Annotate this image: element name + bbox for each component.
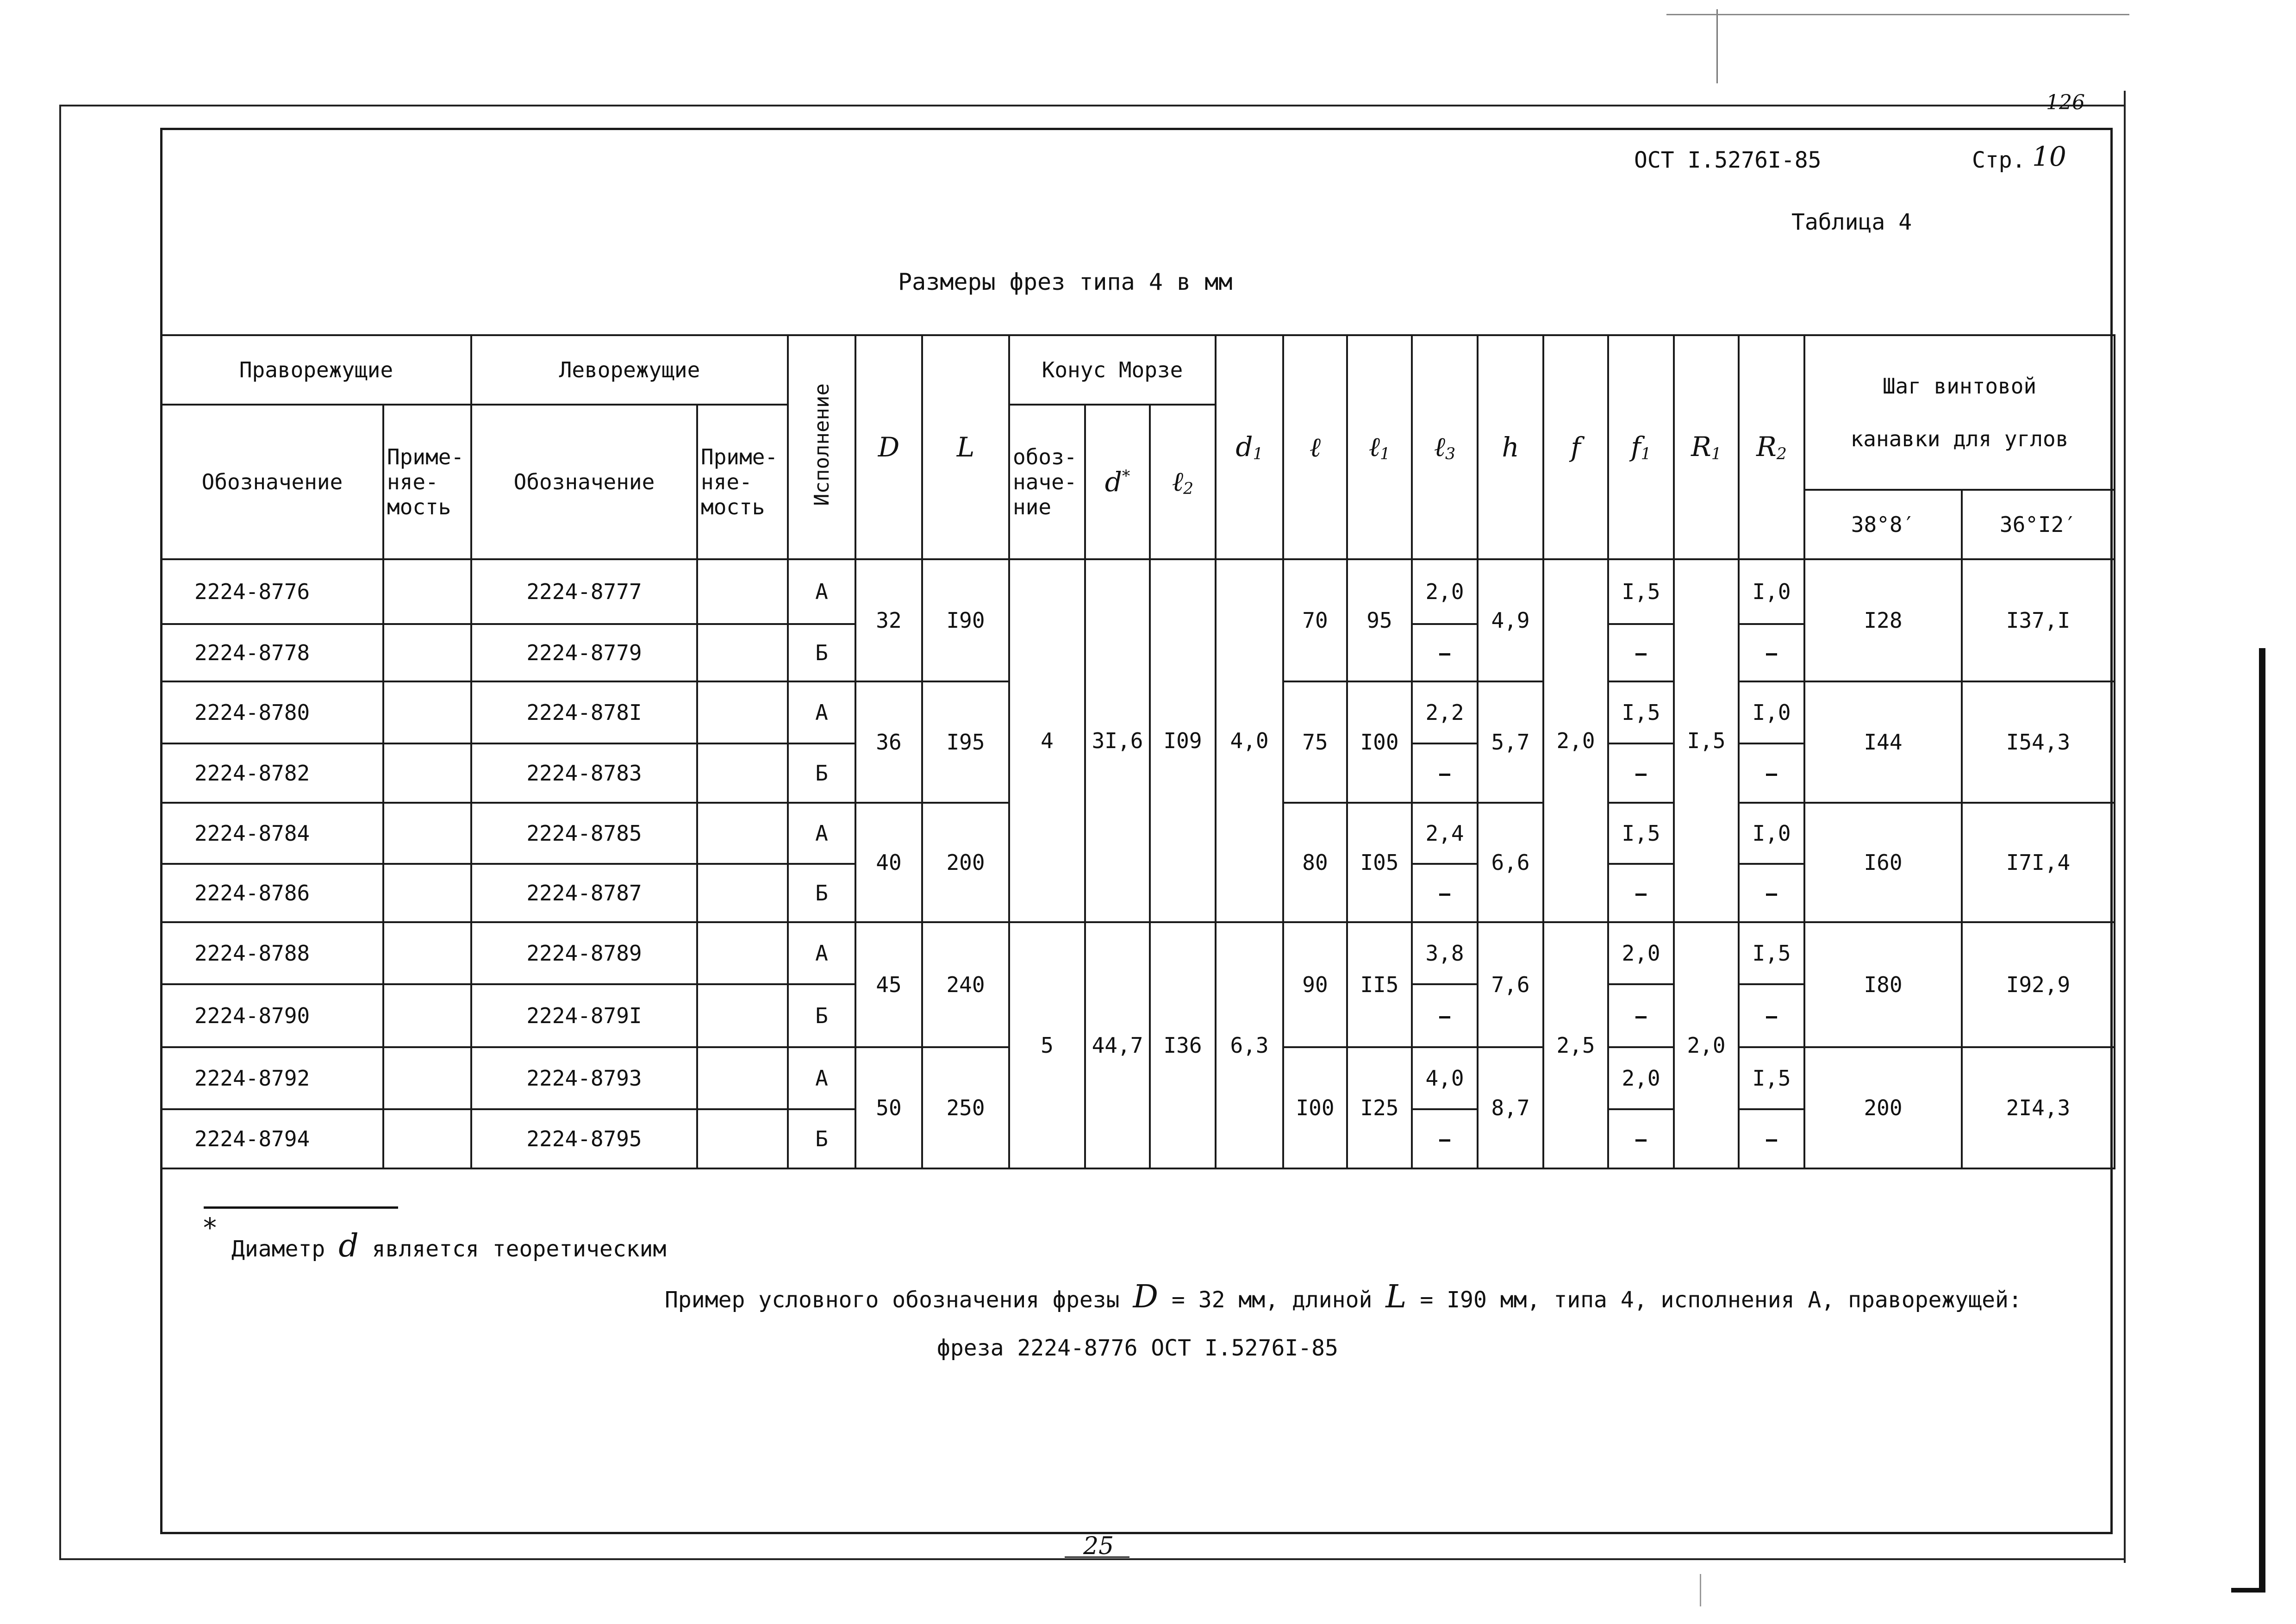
value-l: 80 [1283, 803, 1347, 922]
value-pitch-2: I37,I [1962, 559, 2115, 681]
left-applicability [697, 681, 788, 743]
footnote-text-1: Диаметр [231, 1236, 325, 1262]
header-R1 [1674, 335, 1739, 559]
value-L: 240 [922, 922, 1009, 1047]
dash-mark [1635, 1016, 1647, 1018]
execution: А [788, 803, 855, 864]
value-l3: 2,0 [1412, 559, 1478, 624]
left-applicability [697, 743, 788, 803]
value-pitch-1: 200 [1804, 1047, 1962, 1168]
value-l1: I05 [1347, 803, 1412, 922]
value-pitch-2: I54,3 [1962, 681, 2115, 803]
right-applicability [383, 1109, 471, 1168]
table-label: Таблица 4 [1791, 209, 1912, 235]
example-text-1: Пример условного обозначения фрезы [665, 1287, 1120, 1313]
value-f1: 2,0 [1608, 922, 1674, 984]
crop-mark [1716, 9, 1718, 83]
header-angle-2: 36°I2′ [1962, 490, 2115, 559]
value-D: 50 [855, 1047, 922, 1168]
dash-mark [1439, 774, 1450, 776]
value-d: 3I,6 [1085, 559, 1150, 922]
left-applicability [697, 1047, 788, 1109]
right-applicability [383, 803, 471, 864]
d1-symbol: d [1235, 431, 1253, 463]
right-applicability-line-2: няе- [387, 469, 438, 494]
header-angle-1: 38°8′ [1804, 490, 1962, 559]
R2-subscript: 2 [1776, 444, 1787, 463]
value-R2: I,0 [1739, 803, 1804, 864]
header-right-designation: Обозначение [161, 405, 383, 559]
l2-subscript: 2 [1183, 479, 1194, 498]
header-l2 [1150, 405, 1216, 559]
header-left-designation: Обозначение [471, 405, 697, 559]
right-designation: 2224-8778 [161, 624, 383, 681]
header-d1 [1216, 335, 1283, 559]
page-number: 10 [2032, 141, 2066, 172]
scan-edge-mark [2259, 648, 2265, 1593]
dash-mark [1766, 653, 1777, 656]
bottom-number-underline [1065, 1556, 1129, 1558]
dash-mark [1766, 1139, 1777, 1142]
d1-subscript: 1 [1253, 444, 1263, 463]
left-designation: 2224-8777 [471, 559, 697, 624]
value-l3: 2,2 [1412, 681, 1478, 743]
execution: Б [788, 624, 855, 681]
f1-symbol: f [1631, 431, 1641, 463]
header-l3 [1412, 335, 1478, 559]
dimensions-table [160, 334, 2115, 1169]
header-cone-designation [1009, 405, 1085, 559]
d-star-mark: * [1122, 467, 1130, 486]
value-R2: I,5 [1739, 922, 1804, 984]
value-h: 4,9 [1478, 559, 1543, 681]
value-f1: I,5 [1608, 803, 1674, 864]
right-applicability [383, 1047, 471, 1109]
execution: А [788, 922, 855, 984]
value-l3: 2,4 [1412, 803, 1478, 864]
dash-mark [1635, 1139, 1647, 1142]
value-pitch-2: I92,9 [1962, 922, 2115, 1047]
header-left-applicability [697, 405, 788, 559]
value-R1: 2,0 [1674, 922, 1739, 1168]
value-h: 8,7 [1478, 1047, 1543, 1168]
value-l3-dash [1412, 743, 1478, 803]
header-R2 [1739, 335, 1804, 559]
pitch-line-2: канавки для углов [1850, 426, 2069, 451]
scan-edge-mark-bottom [2231, 1588, 2265, 1593]
value-L: 200 [922, 803, 1009, 922]
left-applicability [697, 864, 788, 922]
value-R2-dash [1739, 984, 1804, 1047]
dash-mark [1439, 1016, 1450, 1018]
left-designation: 2224-878I [471, 681, 697, 743]
left-applicability [697, 1109, 788, 1168]
value-l3-dash [1412, 624, 1478, 681]
left-designation: 2224-8795 [471, 1109, 697, 1168]
value-pitch-1: I60 [1804, 803, 1962, 922]
value-l1: I25 [1347, 1047, 1412, 1168]
value-f1-dash [1608, 743, 1674, 803]
value-D: 45 [855, 922, 922, 1047]
l2-symbol: ℓ [1172, 466, 1184, 498]
left-applicability [697, 922, 788, 984]
value-L: I95 [922, 681, 1009, 803]
example-symbol-D: D [1133, 1279, 1158, 1315]
right-applicability [383, 864, 471, 922]
value-pitch-1: I80 [1804, 922, 1962, 1047]
execution-label: Исполнение [810, 383, 834, 506]
R2-symbol: R [1756, 431, 1777, 463]
left-designation: 2224-8785 [471, 803, 697, 864]
right-applicability-line-3: мость [387, 494, 451, 519]
footnote-rule [204, 1206, 398, 1209]
value-f1-dash [1608, 864, 1674, 922]
value-l3-dash [1412, 1109, 1478, 1168]
value-d1: 6,3 [1216, 922, 1283, 1168]
value-l1: 95 [1347, 559, 1412, 681]
value-l3-dash [1412, 864, 1478, 922]
header-L: L [922, 335, 1009, 559]
pitch-line-1: Шаг винтовой [1882, 374, 2037, 399]
example-text-3: = I90 мм, типа 4, исполнения А, праворежущей: [1420, 1287, 2022, 1313]
dash-mark [1635, 774, 1647, 776]
value-R2-dash [1739, 743, 1804, 803]
header-l1 [1347, 335, 1412, 559]
value-f1: I,5 [1608, 681, 1674, 743]
value-l: 90 [1283, 922, 1347, 1047]
value-R2-dash [1739, 624, 1804, 681]
value-l3: 4,0 [1412, 1047, 1478, 1109]
value-R2: I,5 [1739, 1047, 1804, 1109]
header-l: ℓ [1283, 335, 1347, 559]
pitch-spacer [1805, 399, 2114, 426]
dash-mark [1439, 893, 1450, 896]
l1-symbol: ℓ [1368, 431, 1380, 463]
page-label: Стр. [1972, 147, 2026, 173]
dash-mark [1439, 653, 1450, 656]
value-L: 250 [922, 1047, 1009, 1168]
dash-mark [1635, 893, 1647, 896]
example-symbol-L: L [1385, 1279, 1407, 1315]
value-l3-dash [1412, 984, 1478, 1047]
header-f: f [1543, 335, 1608, 559]
R1-subscript: 1 [1711, 444, 1722, 463]
header-d-star [1085, 405, 1150, 559]
d-symbol: d [1104, 466, 1122, 498]
value-l1: II5 [1347, 922, 1412, 1047]
execution: Б [788, 984, 855, 1047]
value-l2: I09 [1150, 559, 1216, 922]
left-designation: 2224-879I [471, 984, 697, 1047]
execution: А [788, 559, 855, 624]
dash-mark [1766, 1016, 1777, 1018]
value-R1: I,5 [1674, 559, 1739, 922]
right-applicability [383, 743, 471, 803]
header-right-applicability [383, 405, 471, 559]
value-D: 40 [855, 803, 922, 922]
value-f: 2,0 [1543, 559, 1608, 922]
value-cone: 5 [1009, 922, 1085, 1168]
value-h: 6,6 [1478, 803, 1543, 922]
value-pitch-1: I44 [1804, 681, 1962, 803]
value-l: 75 [1283, 681, 1347, 803]
right-designation: 2224-8792 [161, 1047, 383, 1109]
l3-symbol: ℓ [1434, 431, 1446, 463]
left-designation: 2224-8789 [471, 922, 697, 984]
value-R2-dash [1739, 1109, 1804, 1168]
right-applicability [383, 922, 471, 984]
value-f1-dash [1608, 624, 1674, 681]
header-execution [788, 335, 855, 559]
right-applicability [383, 624, 471, 681]
right-designation: 2224-8788 [161, 922, 383, 984]
header-h: h [1478, 335, 1543, 559]
right-designation: 2224-8780 [161, 681, 383, 743]
value-l2: I36 [1150, 922, 1216, 1168]
table-row [161, 922, 2115, 984]
dash-mark [1766, 774, 1777, 776]
sheet-number: 126 [2046, 91, 2085, 114]
example-text-2: = 32 мм, длиной [1171, 1287, 1373, 1313]
right-border [2124, 91, 2126, 1563]
value-pitch-2: I7I,4 [1962, 803, 2115, 922]
value-f1-dash [1608, 984, 1674, 1047]
value-L: I90 [922, 559, 1009, 681]
left-applicability-line-3: мость [701, 494, 765, 519]
value-l1: I00 [1347, 681, 1412, 803]
left-designation: 2224-8793 [471, 1047, 697, 1109]
right-designation: 2224-8790 [161, 984, 383, 1047]
value-R2: I,0 [1739, 681, 1804, 743]
cone-desig-line-1: обоз- [1013, 444, 1077, 469]
value-l: 70 [1283, 559, 1347, 681]
value-f: 2,5 [1543, 922, 1608, 1168]
header-pitch [1804, 335, 2115, 490]
right-designation: 2224-8782 [161, 743, 383, 803]
dash-mark [1635, 653, 1647, 656]
value-pitch-1: I28 [1804, 559, 1962, 681]
right-designation: 2224-8786 [161, 864, 383, 922]
left-designation: 2224-8783 [471, 743, 697, 803]
value-pitch-2: 2I4,3 [1962, 1047, 2115, 1168]
value-d1: 4,0 [1216, 559, 1283, 922]
left-applicability-line-2: няе- [701, 469, 752, 494]
execution: А [788, 1047, 855, 1109]
value-R2-dash [1739, 864, 1804, 922]
value-cone: 4 [1009, 559, 1085, 922]
designation-example [665, 1279, 2022, 1315]
right-designation: 2224-8784 [161, 803, 383, 864]
right-applicability-line-1: Приме- [387, 444, 464, 469]
designation-example-line-2: фреза 2224-8776 ОСТ I.5276I-85 [937, 1335, 1338, 1361]
footnote-text-2: является теоретическим [372, 1236, 667, 1262]
footnote-symbol-d: d [338, 1228, 359, 1264]
crop-mark-top [1666, 14, 2129, 15]
l3-subscript: 3 [1445, 444, 1456, 463]
value-D: 36 [855, 681, 922, 803]
value-D: 32 [855, 559, 922, 681]
value-l: I00 [1283, 1047, 1347, 1168]
execution: А [788, 681, 855, 743]
table-row [161, 559, 2115, 624]
left-applicability [697, 559, 788, 624]
value-R2: I,0 [1739, 559, 1804, 624]
value-h: 5,7 [1478, 681, 1543, 803]
value-f1-dash [1608, 1109, 1674, 1168]
dash-mark [1766, 893, 1777, 896]
left-designation: 2224-8787 [471, 864, 697, 922]
bottom-number: 25 [1083, 1532, 1114, 1560]
header-f1 [1608, 335, 1674, 559]
f1-subscript: 1 [1641, 444, 1651, 463]
left-applicability-line-1: Приме- [701, 444, 778, 469]
right-designation: 2224-8794 [161, 1109, 383, 1168]
document-number: ОСТ I.5276I-85 [1634, 147, 1822, 173]
cone-desig-line-2: наче- [1013, 469, 1077, 494]
footnote-star: * [202, 1212, 218, 1243]
right-designation: 2224-8776 [161, 559, 383, 624]
l1-subscript: 1 [1380, 444, 1391, 463]
crop-mark-bottom [1700, 1574, 1701, 1606]
table-title: Размеры фрез типа 4 в мм [898, 269, 1233, 295]
header-left-cut: Леворежущие [471, 335, 788, 405]
header-D: D [855, 335, 922, 559]
dash-mark [1439, 1139, 1450, 1142]
right-applicability [383, 984, 471, 1047]
value-f1: 2,0 [1608, 1047, 1674, 1109]
header-right-cut: Праворежущие [161, 335, 471, 405]
left-designation: 2224-8779 [471, 624, 697, 681]
value-l3: 3,8 [1412, 922, 1478, 984]
value-h: 7,6 [1478, 922, 1543, 1047]
value-d: 44,7 [1085, 922, 1150, 1168]
left-applicability [697, 803, 788, 864]
header-morse-cone: Конус Морзе [1009, 335, 1216, 405]
left-applicability [697, 624, 788, 681]
footnote [231, 1228, 666, 1264]
right-applicability [383, 559, 471, 624]
value-f1: I,5 [1608, 559, 1674, 624]
execution: Б [788, 743, 855, 803]
right-applicability [383, 681, 471, 743]
cone-desig-line-3: ние [1013, 494, 1052, 519]
left-applicability [697, 984, 788, 1047]
execution: Б [788, 1109, 855, 1168]
execution: Б [788, 864, 855, 922]
R1-symbol: R [1691, 431, 1711, 463]
